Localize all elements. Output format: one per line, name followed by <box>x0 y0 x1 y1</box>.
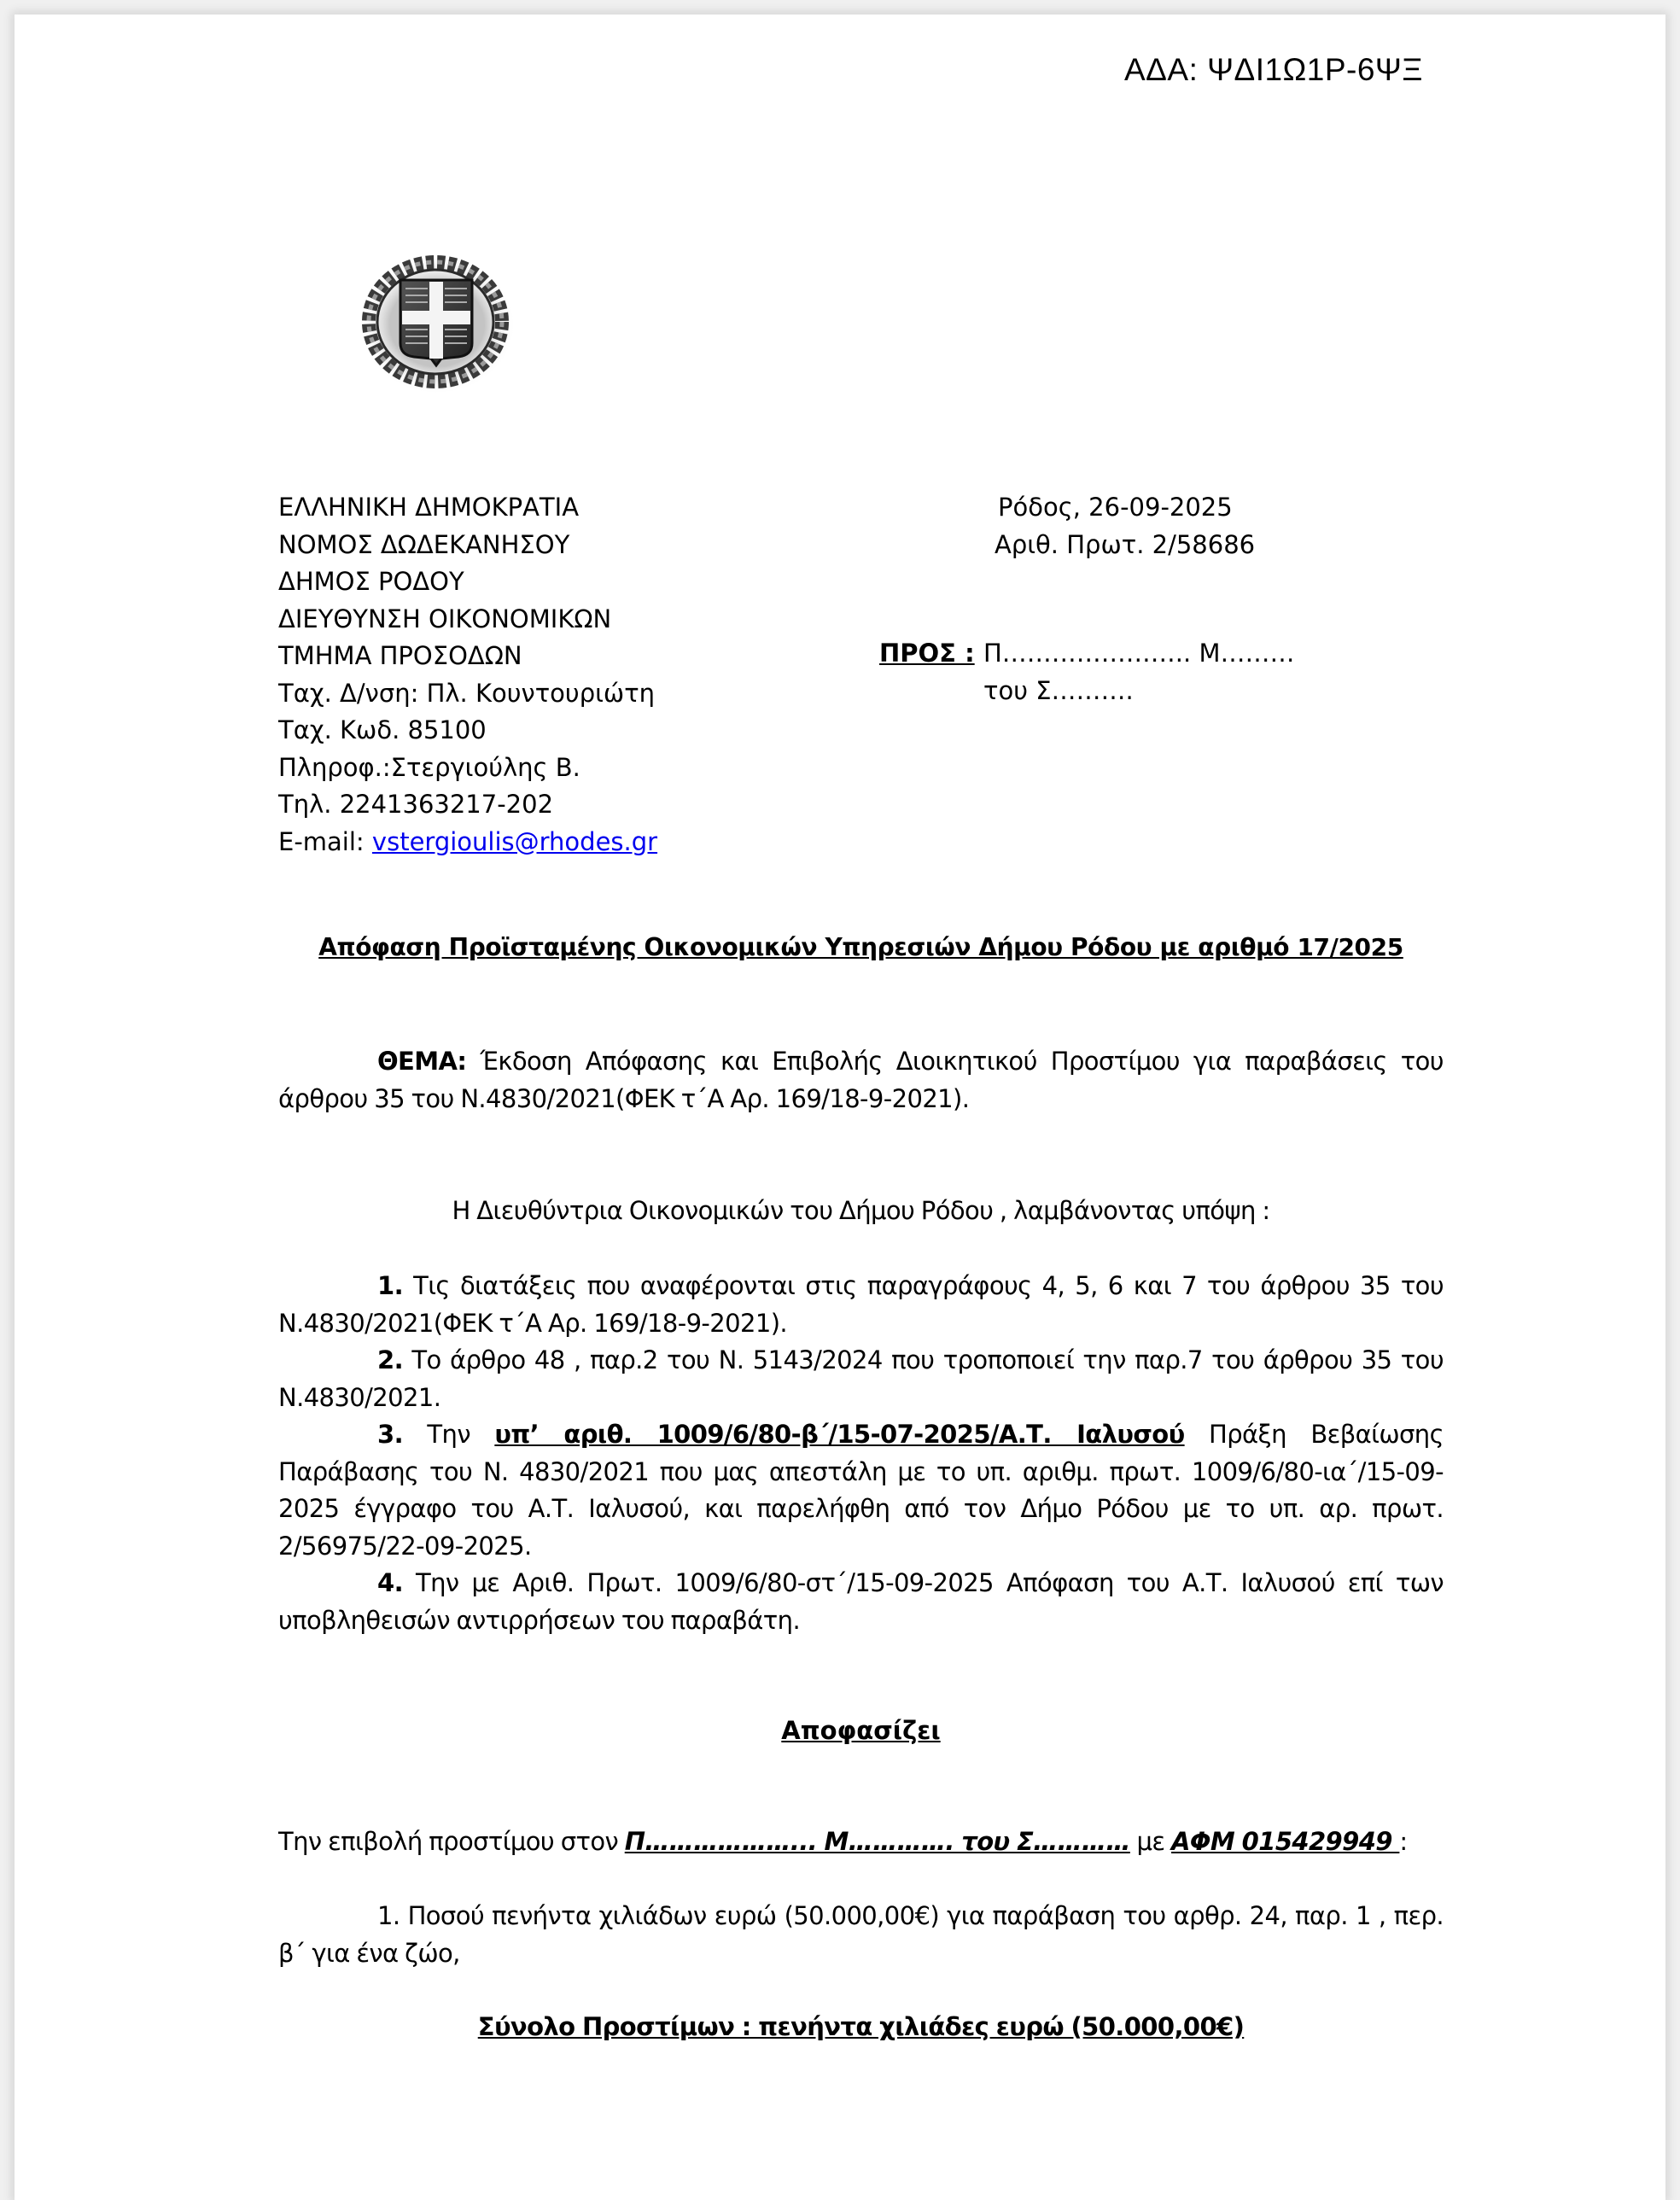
place-date: Ρόδος, 26-09-2025 <box>998 493 1233 522</box>
imposition-mid: με <box>1129 1827 1172 1856</box>
imposition-pre: Την επιβολή προστίμου στον <box>278 1827 625 1856</box>
document-page <box>15 15 1665 2200</box>
item-pre: Την <box>403 1420 495 1449</box>
subject-paragraph <box>278 1043 1444 1118</box>
sender-line: Ταχ. Κωδ. 85100 <box>278 715 487 744</box>
item-text: Την με Αριθ. Πρωτ. 1009/6/80-στ΄/15-09-2025 Απόφαση του Α.Τ. Ιαλυσού επί των υποβληθεισών αντιρρήσεων του παραβάτη. <box>278 1568 1444 1635</box>
imposition-line <box>278 1824 1444 1861</box>
ada-code: ΑΔΑ: ΨΔΙ1Ω1Ρ-6ΨΞ <box>1124 52 1423 87</box>
recipient-name: Π………………….. Μ……… <box>983 639 1295 668</box>
date-protocol-block <box>995 489 1256 563</box>
fine-total: Σύνολο Προστίμων : πενήντα χιλιάδες ευρώ (50.000,00€) <box>477 2012 1245 2041</box>
imposition-post: : <box>1399 1827 1408 1856</box>
offender-afm: ΑΦΜ 015429949 <box>1171 1827 1400 1856</box>
consideration-item <box>278 1342 1444 1416</box>
preamble: Η Διευθύντρια Οικονομικών του Δήμου Ρόδου , λαμβάνοντας υπόψη : <box>452 1196 1270 1225</box>
total-wrap <box>278 2009 1444 2046</box>
subject-label: ΘΕΜΑ: <box>377 1047 467 1076</box>
consideration-item <box>278 1565 1444 1639</box>
considerations-list <box>278 1268 1444 1639</box>
sender-line: Πληροφ.:Στεργιούλης Β. <box>278 752 580 782</box>
item-number: 4. <box>377 1568 403 1597</box>
item-number: 3. <box>377 1420 403 1449</box>
decision-title: Απόφαση Προϊσταμένης Οικονομικών Υπηρεσιών Δήμου Ρόδου με αριθμό 17/2025 <box>318 933 1403 961</box>
email-link[interactable]: vstergioulis@rhodes.gr <box>371 826 658 856</box>
sender-line: ΔΗΜΟΣ ΡΟΔΟΥ <box>278 567 464 596</box>
sender-line: Ταχ. Δ/νση: Πλ. Κουντουριώτη <box>278 678 656 708</box>
sender-line: ΔΙΕΥΘΥΝΣΗ ΟΙΚΟΝΟΜΙΚΩΝ <box>278 604 612 633</box>
act-reference: υπ’ αριθ. 1009/6/80-β΄/15-07-2025/Α.Τ. Ιαλυσού <box>494 1420 1185 1449</box>
item-text: Πράξη Βεβαίωσης Παράβασης του Ν. 4830/2021 που μας απεστάλη με το υπ. αριθμ. πρωτ. 1009/6/80-ια΄/15-09-2025 έγγραφο του Α.Τ. Ιαλυσού, και παρελήφθη από τον Δήμο Ρόδου με το υπ. αρ. πρωτ. 2/56975/22-09-2025. <box>278 1420 1444 1561</box>
item-number: 1. <box>377 1271 403 1300</box>
sender-line: Τηλ. 2241363217-202 <box>278 790 554 819</box>
recipient-label: ΠΡΟΣ : <box>879 639 975 668</box>
decides-heading-wrap <box>278 1713 1444 1750</box>
greek-coat-of-arms-icon <box>356 249 518 394</box>
protocol-number: Αριθ. Πρωτ. 2/58686 <box>995 529 1256 559</box>
recipient-block <box>879 635 1294 709</box>
item-number: 2. <box>377 1345 403 1374</box>
decides-heading: Αποφασίζει <box>781 1716 941 1745</box>
consideration-item <box>278 1268 1444 1342</box>
sender-line: ΤΜΗΜΑ ΠΡΟΣΟΔΩΝ <box>278 641 522 670</box>
sender-address-block <box>278 489 657 861</box>
recipient-father: του Σ………. <box>983 675 1134 705</box>
sender-line: ΝΟΜΟΣ ΔΩΔΕΚΑΝΗΣΟΥ <box>278 529 570 559</box>
item-text: Το άρθρο 48 , παρ.2 του Ν. 5143/2024 που τροποποιεί την παρ.7 του άρθρου 35 του Ν.4830/2021. <box>278 1345 1444 1412</box>
subject-text: Έκδοση Απόφασης και Επιβολής Διοικητικού Προστίμου για παραβάσεις του άρθρου 35 του Ν.4830/2021(ΦΕΚ τ΄Α Αρ. 169/18-9-2021). <box>278 1047 1444 1113</box>
email-label: E-mail: <box>278 826 372 856</box>
fine-item: 1. Ποσού πενήντα χιλιάδων ευρώ (50.000,00€) για παράβαση του αρθρ. 24, παρ. 1 , περ. β΄ για ένα ζώο, <box>278 1901 1444 1968</box>
sender-line: ΕΛΛΗΝΙΚΗ ΔΗΜΟΚΡΑΤΙΑ <box>278 493 580 522</box>
offender-name: Π………………... Μ…………. του Σ………… <box>624 1827 1130 1856</box>
email-line <box>278 824 657 861</box>
item-text: Τις διατάξεις που αναφέρονται στις παραγράφους 4, 5, 6 και 7 του άρθρου 35 του Ν.4830/2021(ΦΕΚ τ΄Α Αρ. 169/18-9-2021). <box>278 1271 1444 1338</box>
consideration-item <box>278 1416 1444 1565</box>
